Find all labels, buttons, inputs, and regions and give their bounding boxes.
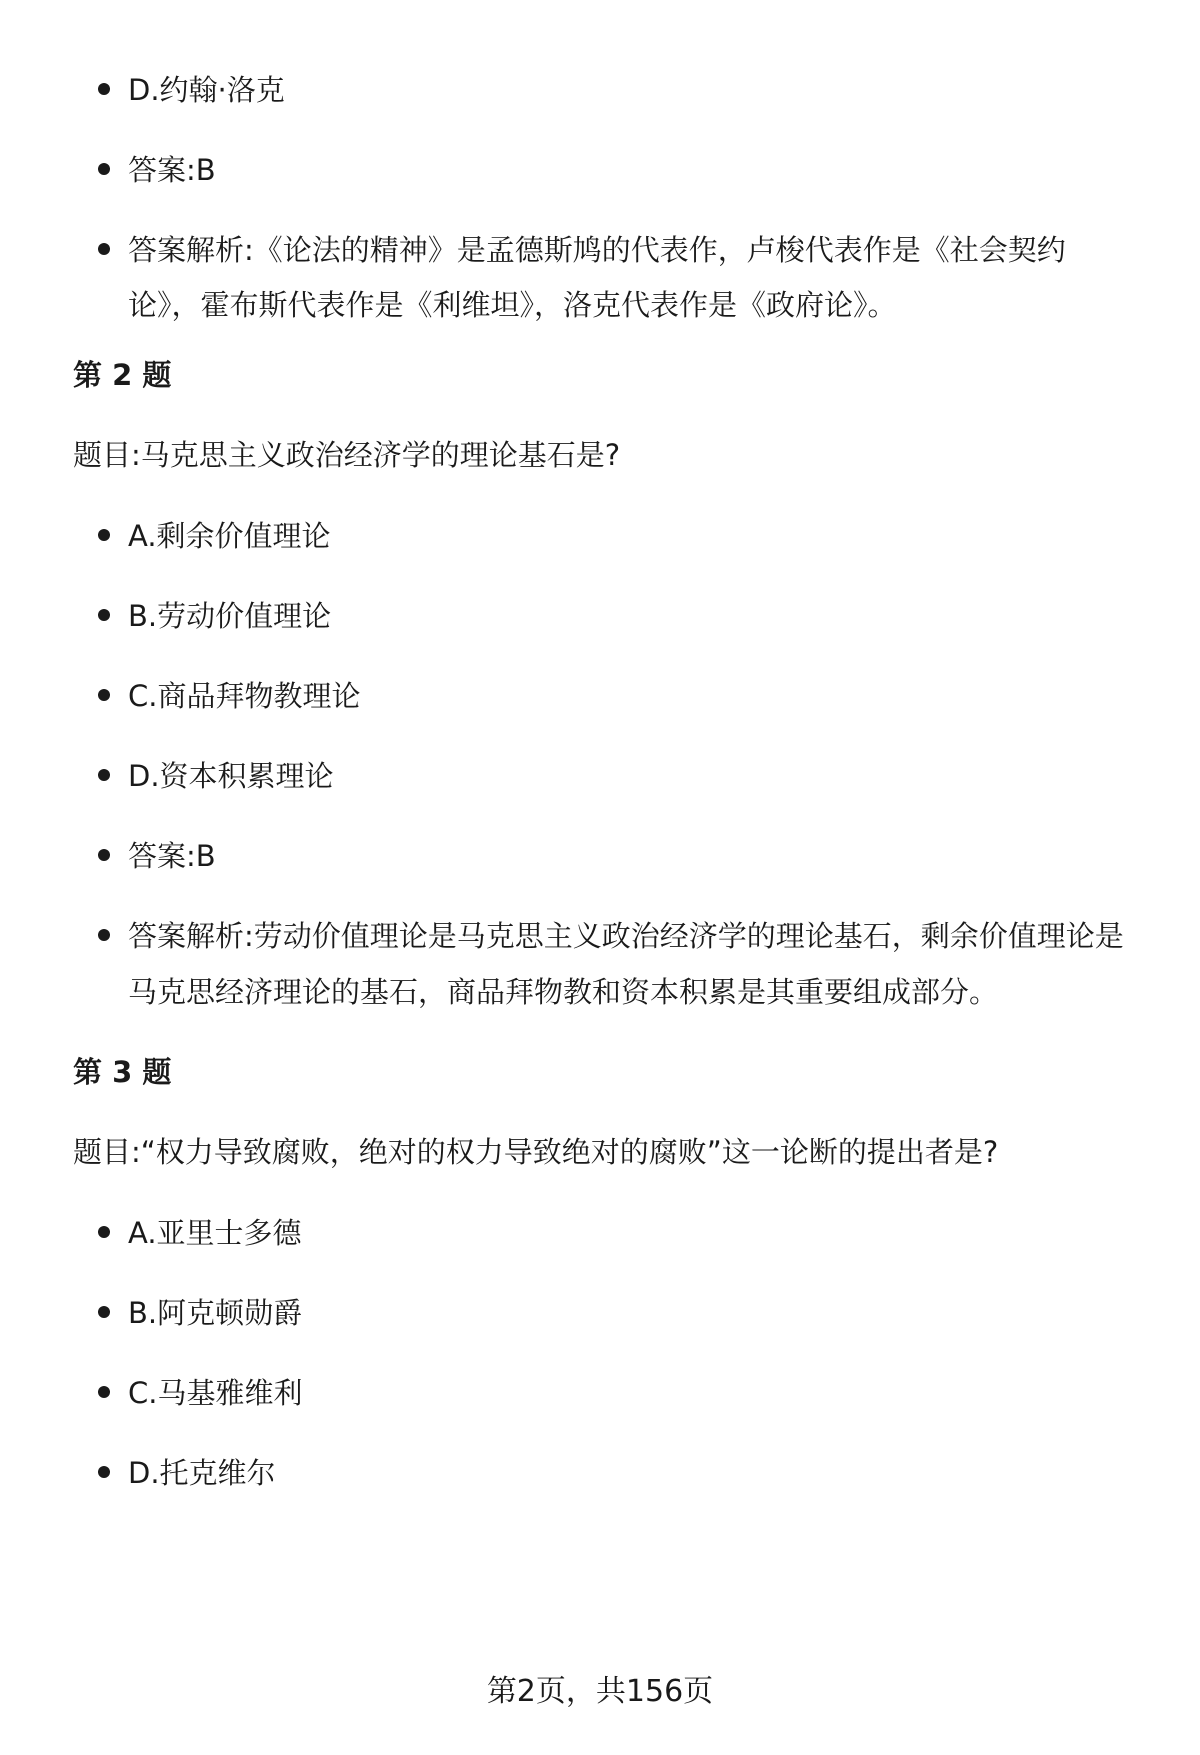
page-indicator: 第2页，共156页 [486,1674,714,1709]
question-heading: 第 3 题 [73,1055,172,1089]
option-c: C.商品拜物教理论 [128,679,361,713]
bullet-icon [98,243,110,255]
bullet-icon [98,609,110,621]
option-a: A.剩余价值理论 [128,519,331,553]
bullet-icon [98,849,110,861]
question-text: 题目:马克思主义政治经济学的理论基石是? [73,438,621,472]
bullet-icon [98,929,110,941]
answer: 答案:B [128,839,216,873]
option-d: D.托克维尔 [128,1456,276,1490]
option-c: C.马基雅维利 [128,1376,303,1410]
option-b: B.阿克顿勋爵 [128,1296,303,1330]
explanation-line: 论》，霍布斯代表作是《利维坦》，洛克代表作是《政府论》。 [128,288,897,322]
explanation-line: 答案解析:《论法的精神》是孟德斯鸠的代表作，卢梭代表作是《社会契约 [128,233,1066,267]
bullet-icon [98,689,110,701]
explanation-line: 答案解析:劳动价值理论是马克思主义政治经济学的理论基石，剩余价值理论是 [128,919,1124,953]
explanation-line: 马克思经济理论的基石，商品拜物教和资本积累是其重要组成部分。 [128,975,999,1009]
question-text: 题目:“权力导致腐败，绝对的权力导致绝对的腐败”这一论断的提出者是? [73,1135,999,1169]
bullet-icon [98,1226,110,1238]
option-a: A.亚里士多德 [128,1216,302,1250]
bullet-icon [98,769,110,781]
option-d: D.约翰·洛克 [128,73,285,107]
bullet-icon [98,1386,110,1398]
question-heading: 第 2 题 [73,358,172,392]
answer: 答案:B [128,153,216,187]
option-d: D.资本积累理论 [128,759,334,793]
bullet-icon [98,1466,110,1478]
bullet-icon [98,163,110,175]
bullet-icon [98,1306,110,1318]
bullet-icon [98,83,110,95]
option-b: B.劳动价值理论 [128,599,332,633]
bullet-icon [98,529,110,541]
